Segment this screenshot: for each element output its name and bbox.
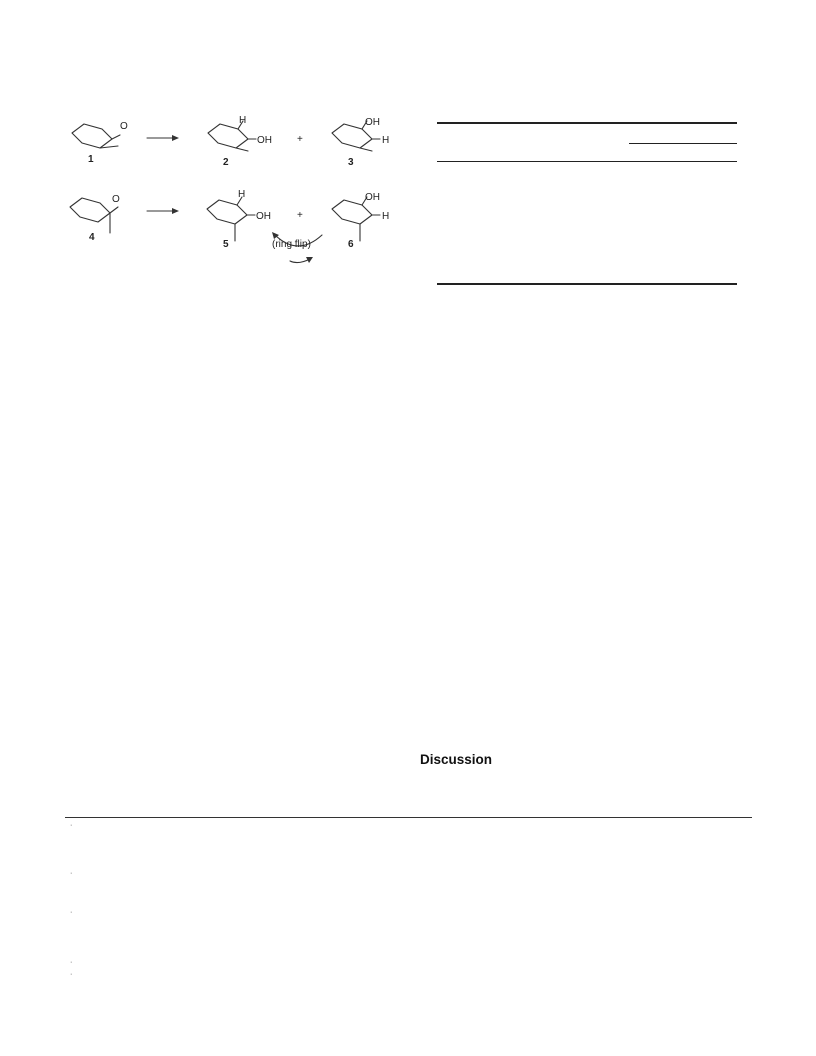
table-bottom-rule (437, 283, 737, 285)
hydrogen-label-2: H (239, 115, 247, 126)
hydrogen-label-5: H (238, 189, 246, 200)
ring-flip-label: (ring flip) (272, 239, 311, 250)
compound-6-structure (332, 197, 380, 241)
data-table (437, 120, 737, 290)
compound-label-5: 5 (223, 239, 229, 250)
footnote-marker: · (70, 959, 73, 966)
hydroxyl-label-6: OH (365, 192, 380, 203)
hydroxyl-label-5: OH (256, 211, 271, 222)
reaction-arrow-1 (147, 135, 179, 141)
compound-5-structure (207, 197, 255, 241)
compound-label-4: 4 (89, 232, 95, 243)
compound-1-structure (72, 124, 120, 148)
compound-label-2: 2 (223, 157, 229, 168)
footnote-marker: · (70, 971, 73, 978)
plus-sign-1: + (297, 134, 303, 145)
footnote-rule (65, 817, 752, 818)
compound-label-6: 6 (348, 239, 354, 250)
hydrogen-label-6: H (382, 211, 390, 222)
table-header-rule (437, 161, 737, 162)
reaction-scheme-drawing (60, 105, 410, 275)
ketone-oxygen-label-4: O (112, 194, 120, 205)
compound-label-3: 3 (348, 157, 354, 168)
hydroxyl-label-2: OH (257, 135, 272, 146)
footnote-marker: · (70, 822, 73, 829)
footnote-marker: · (70, 870, 73, 877)
ketone-oxygen-label-1: O (120, 121, 128, 132)
discussion-heading: Discussion (420, 752, 493, 767)
plus-sign-2: + (297, 210, 303, 221)
compound-label-1: 1 (88, 154, 94, 165)
reaction-scheme (60, 105, 410, 275)
compound-4-structure (70, 198, 118, 233)
table-column-group-rule (629, 143, 737, 144)
reaction-arrow-2 (147, 208, 179, 214)
hydroxyl-label-3: OH (365, 117, 380, 128)
hydrogen-label-3: H (382, 135, 390, 146)
footnote-marker: · (70, 909, 73, 916)
compound-2-structure (208, 121, 256, 151)
table-top-rule (437, 122, 737, 124)
